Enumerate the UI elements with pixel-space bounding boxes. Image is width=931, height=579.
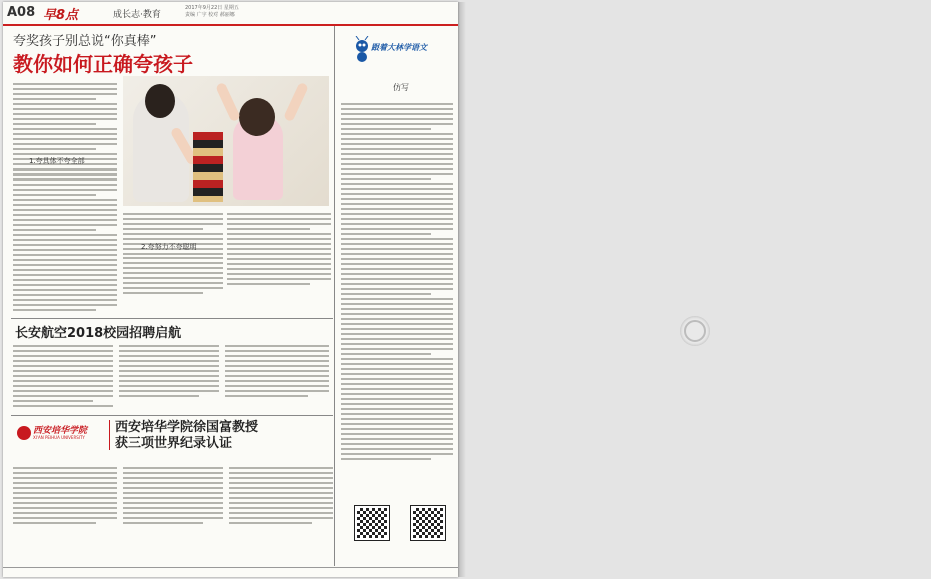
article-body-mid-2 — [123, 254, 223, 314]
article-headline: 教你如何正确夸孩子 — [13, 52, 193, 76]
article3-body-1 — [13, 464, 117, 564]
section-name: 成长志·教育 — [113, 10, 161, 20]
article-body-left-2 — [13, 166, 117, 316]
column-piece-title: 仿写 — [393, 83, 409, 92]
page-number: A08 — [7, 5, 36, 20]
subhead-1: 1.夸具体不夸全部 — [29, 157, 85, 165]
article-body-right — [227, 210, 331, 314]
article3-headline-line1: 西安培华学院徐国富教授 — [115, 420, 259, 435]
page-header — [3, 2, 458, 26]
article-kicker: 夸奖孩子别总说“你真棒” — [13, 34, 157, 49]
article-photo — [123, 76, 329, 206]
date-line: 2017年9月22日 星期五 — [185, 5, 239, 11]
column-header — [337, 28, 455, 78]
section-divider — [11, 318, 333, 319]
university-logo-english: XI'AN PEIHUA UNIVERSITY — [33, 435, 85, 440]
newspaper-brand: 早8点 — [43, 8, 79, 23]
editor-line: 责编 广宇 校对 郝丽娜 — [185, 12, 235, 18]
university-logo-text: 西安培华学院 — [33, 426, 88, 436]
university-seal-icon — [17, 426, 31, 440]
loading-spinner-icon — [680, 316, 710, 346]
article2-body-2 — [119, 342, 219, 414]
article2-headline: 长安航空2018校园招聘启航 — [15, 326, 182, 341]
photo-arm — [283, 82, 309, 122]
article2-body-3 — [225, 342, 329, 414]
article3-body-3 — [229, 464, 333, 564]
logo-divider — [109, 420, 110, 450]
qr-code — [355, 506, 389, 540]
photo-man-head — [145, 84, 175, 118]
page-shadow — [458, 2, 466, 577]
article3-headline — [115, 420, 258, 452]
ant-mascot-icon — [351, 36, 373, 64]
newspaper-page — [3, 2, 458, 577]
column-title: 跟着大林学语文 — [371, 43, 427, 52]
article3-body-2 — [123, 464, 223, 564]
photo-arm — [215, 82, 241, 122]
article2-body-1 — [13, 342, 113, 414]
photo-girl-head — [239, 98, 275, 136]
page-footer — [3, 567, 458, 577]
section-divider — [11, 415, 333, 416]
subhead-2: 2.夸努力不夸聪明 — [141, 243, 197, 251]
column-rule — [334, 26, 335, 566]
column-body — [341, 100, 453, 492]
photo-blocks — [193, 132, 223, 202]
issue-date — [185, 5, 239, 19]
qr-code — [411, 506, 445, 540]
article3-headline-line2: 获三项世界纪录认证 — [115, 436, 233, 451]
